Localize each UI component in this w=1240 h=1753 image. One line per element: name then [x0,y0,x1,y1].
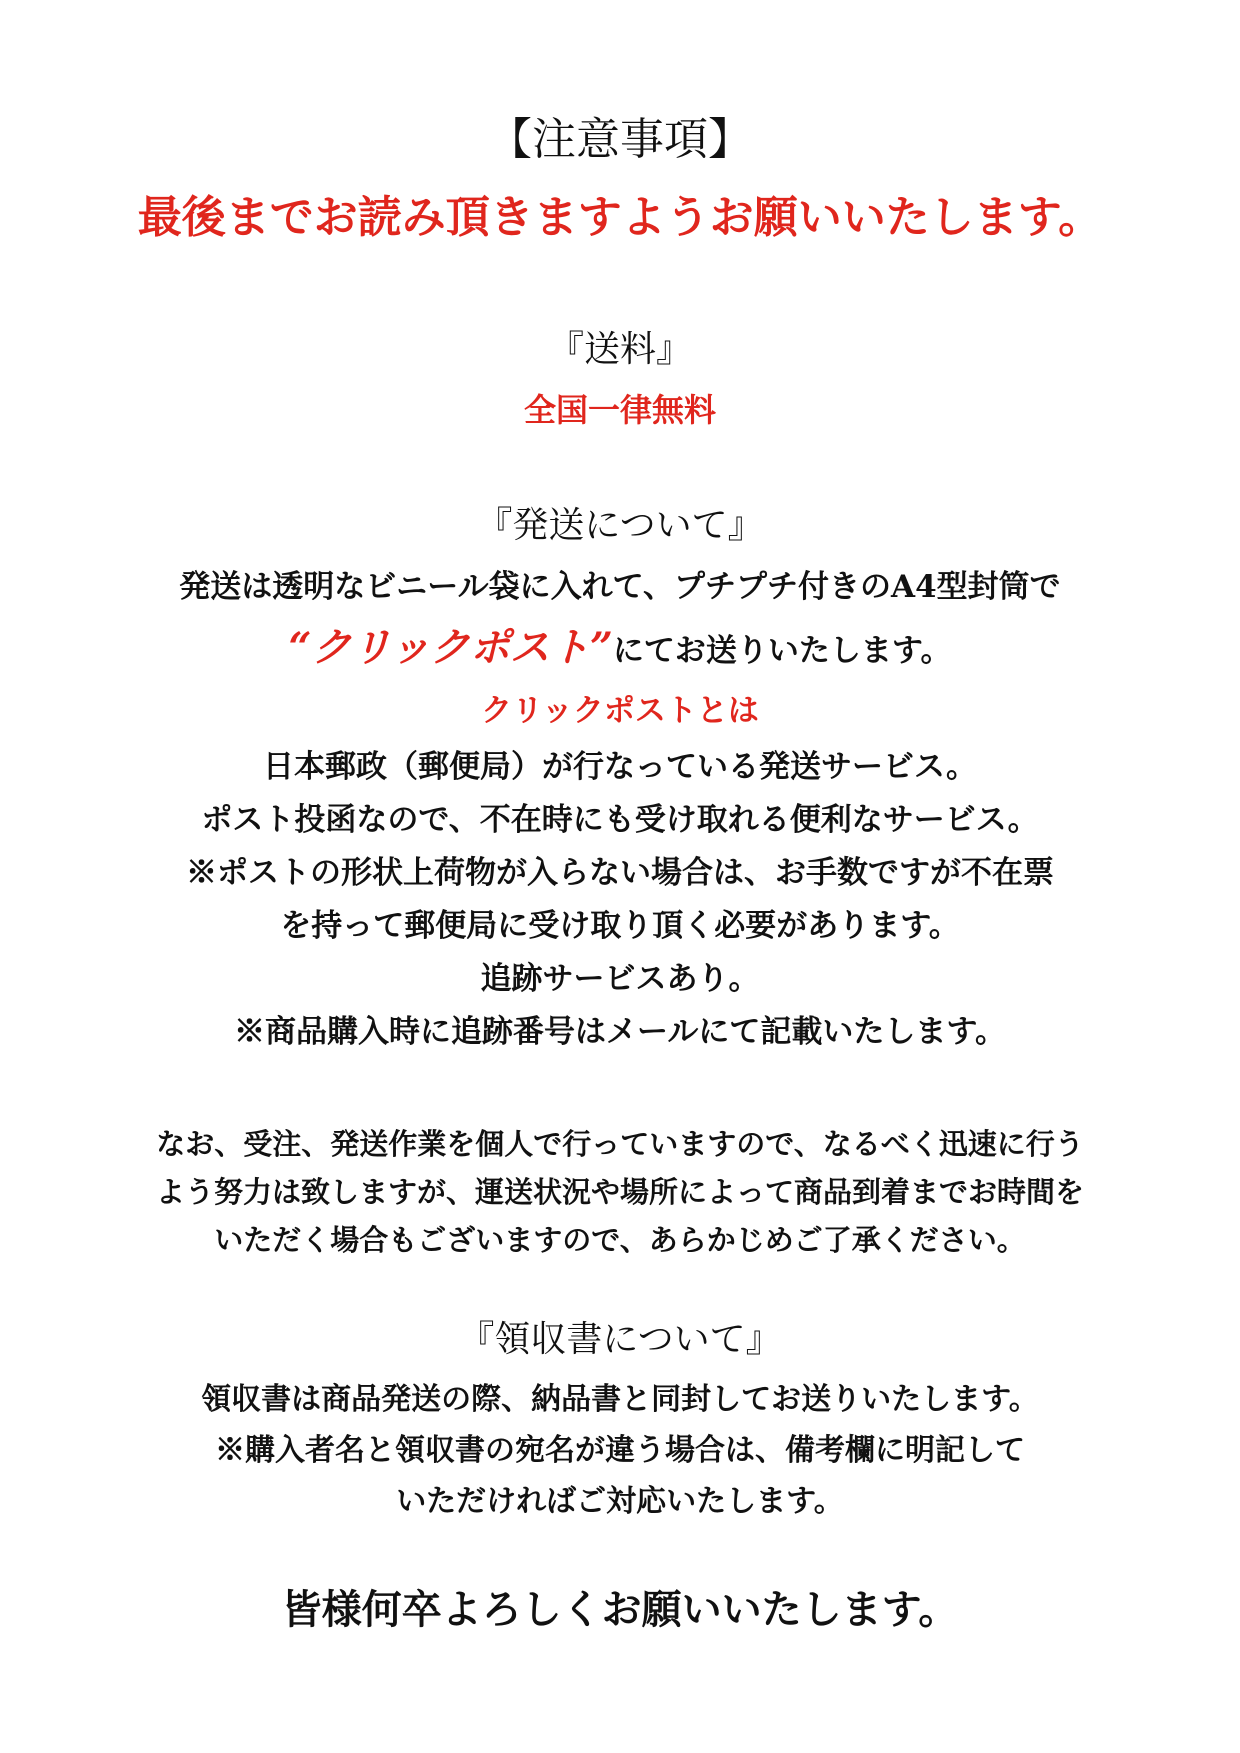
shipping-fee-heading: 『送料』 [547,329,692,370]
clickpost-line-2: ポスト投函なので、不在時にも受け取れる便利なサービス。 [201,802,1039,838]
receipt-line-3: いただければご対応いたします。 [396,1484,844,1519]
closing-message: 皆様何卒よろしくお願いいたします。 [281,1586,959,1633]
notice-paragraph-line-3: いただく場合もございますので、あらかじめご了承ください。 [214,1223,1026,1257]
shipping-fee-value: 全国一律無料 [523,391,716,429]
clickpost-line-1: 日本郵政（郵便局）が行なっている発送サービス。 [263,749,977,785]
receipt-line-1: 領収書は商品発送の際、納品書と同封してお送りいたします。 [201,1382,1039,1417]
notice-paragraph-line-1: なお、受注、発送作業を個人で行っていますので、なるべく迅速に行う [156,1127,1084,1161]
receipt-heading: 『領収書について』 [458,1319,782,1360]
shipping-line-1: 発送は透明なビニール袋に入れて、プチプチ付きのA4型封筒で [179,569,1061,605]
clickpost-heading: クリックポストとは [481,693,759,729]
read-notice-banner: 最後までお読み頂きますようお願いいたします。 [137,192,1103,243]
clickpost-line-3: ※ポストの形状上荷物が入らない場合は、お手数ですが不在票 [186,855,1054,891]
page-title: 【注意事項】 [488,114,752,165]
shipping-line-2-rest: にてお送りいたします。 [612,633,952,669]
receipt-line-2: ※購入者名と領収書の宛名が違う場合は、備考欄に明記して [215,1433,1025,1468]
shipping-heading: 『発送について』 [476,505,764,546]
shipping-line-2 [0,624,1240,671]
clickpost-line-6: ※商品購入時に追跡番号はメールにて記載いたします。 [234,1014,1006,1050]
clickpost-emphasis: “クリックポスト” [288,624,613,671]
clickpost-line-5: 追跡サービスあり。 [480,961,760,997]
notice-paragraph-line-2: よう努力は致しますが、運送状況や場所によって商品到着までお時間を [155,1175,1084,1209]
clickpost-line-4: を持って郵便局に受け取り頂く必要があります。 [280,908,960,944]
